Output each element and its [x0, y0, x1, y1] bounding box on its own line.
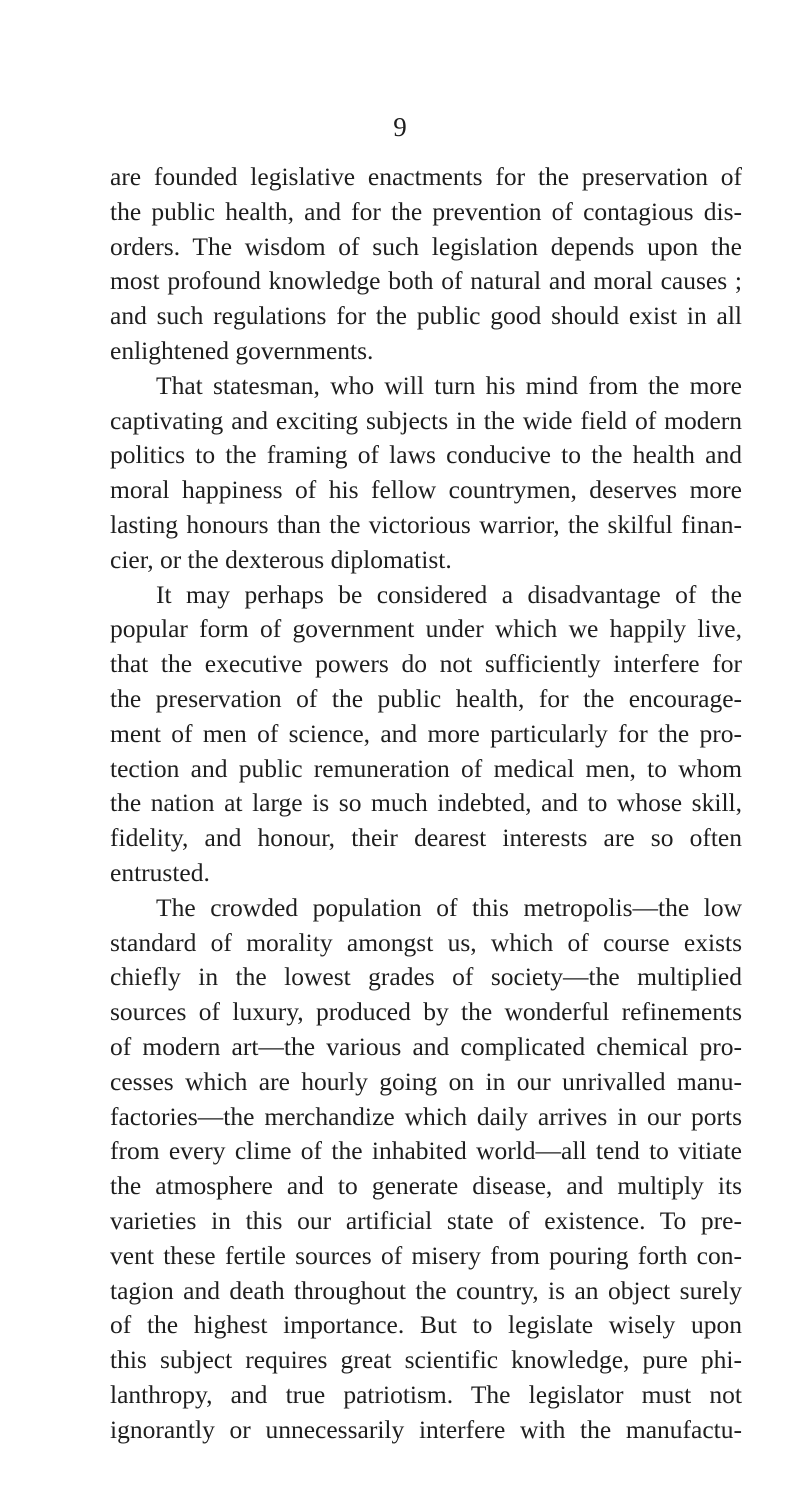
text-line: ignorantly or unnecessarily interfere with the manufactu-	[110, 1414, 742, 1444]
text-line: That statesman, who will turn his mind from the more	[156, 370, 742, 400]
text-line: of the highest importance. But to legislate wisely upon	[110, 1310, 742, 1340]
text-line: the preservation of the public health, for the encourage-	[110, 683, 742, 713]
text-line: It may perhaps be considered a disadvantage of the	[156, 579, 742, 609]
text-line: politics to the framing of laws conducive to the health and	[110, 440, 742, 470]
text-line: ment of men of science, and more particularly for the pro-	[110, 718, 742, 748]
text-line: cier, or the dexterous diplomatist.	[110, 544, 452, 574]
text-line: enlightened governments.	[110, 335, 374, 365]
text-line: chiefly in the lowest grades of society—the multiplied	[110, 962, 742, 992]
text-line: lasting honours than the victorious warrior, the skilful finan-	[110, 509, 742, 539]
text-line: factories—the merchandize which daily arrives in our ports	[110, 1101, 742, 1131]
text-line: popular form of government under which we happily live,	[110, 614, 742, 644]
text-line: and such regulations for the public good should exist in all	[110, 301, 742, 331]
text-line: lanthropy, and true patriotism. The legislator must not	[110, 1379, 742, 1409]
text-line: standard of morality amongst us, which of course exists	[110, 927, 742, 957]
text-line: moral happiness of his fellow countrymen, deserves more	[110, 475, 742, 505]
text-line: the public health, and for the prevention of contagious dis-	[110, 196, 742, 226]
text-line: orders. The wisdom of such legislation depends upon the	[110, 231, 742, 261]
text-line: most profound knowledge both of natural and moral causes ;	[110, 266, 742, 296]
text-line: that the executive powers do not sufficiently interfere for	[110, 649, 742, 679]
text-line: from every clime of the inhabited world—all tend to vitiate	[110, 1136, 742, 1166]
text-line: cesses which are hourly going on in our unrivalled manu-	[110, 1066, 742, 1096]
page-number: 9	[393, 112, 407, 142]
text-line: tection and public remuneration of medical men, to whom	[110, 753, 742, 783]
text-line: tagion and death throughout the country, is an object surely	[110, 1275, 742, 1305]
text-line: entrusted.	[110, 857, 210, 887]
text-line: sources of luxury, produced by the wonderful refinements	[110, 997, 742, 1027]
text-line: the atmosphere and to generate disease, and multiply its	[110, 1171, 742, 1201]
text-line: this subject requires great scientific knowledge, pure phi-	[110, 1345, 742, 1375]
text-line: the nation at large is so much indebted, and to whose skill,	[110, 788, 742, 818]
text-line: vent these fertile sources of misery from pouring forth con-	[110, 1240, 742, 1270]
text-line: fidelity, and honour, their dearest interests are so often	[110, 823, 742, 853]
body-text	[110, 160, 742, 1447]
text-line: captivating and exciting subjects in the wide field of modern	[110, 405, 742, 435]
text-line: The crowded population of this metropolis—the low	[156, 892, 742, 922]
text-line: are founded legislative enactments for the preservation of	[110, 162, 742, 191]
text-line: varieties in this our artificial state of existence. To pre-	[110, 1205, 742, 1235]
text-line: of modern art—the various and complicated chemical pro-	[110, 1031, 742, 1061]
